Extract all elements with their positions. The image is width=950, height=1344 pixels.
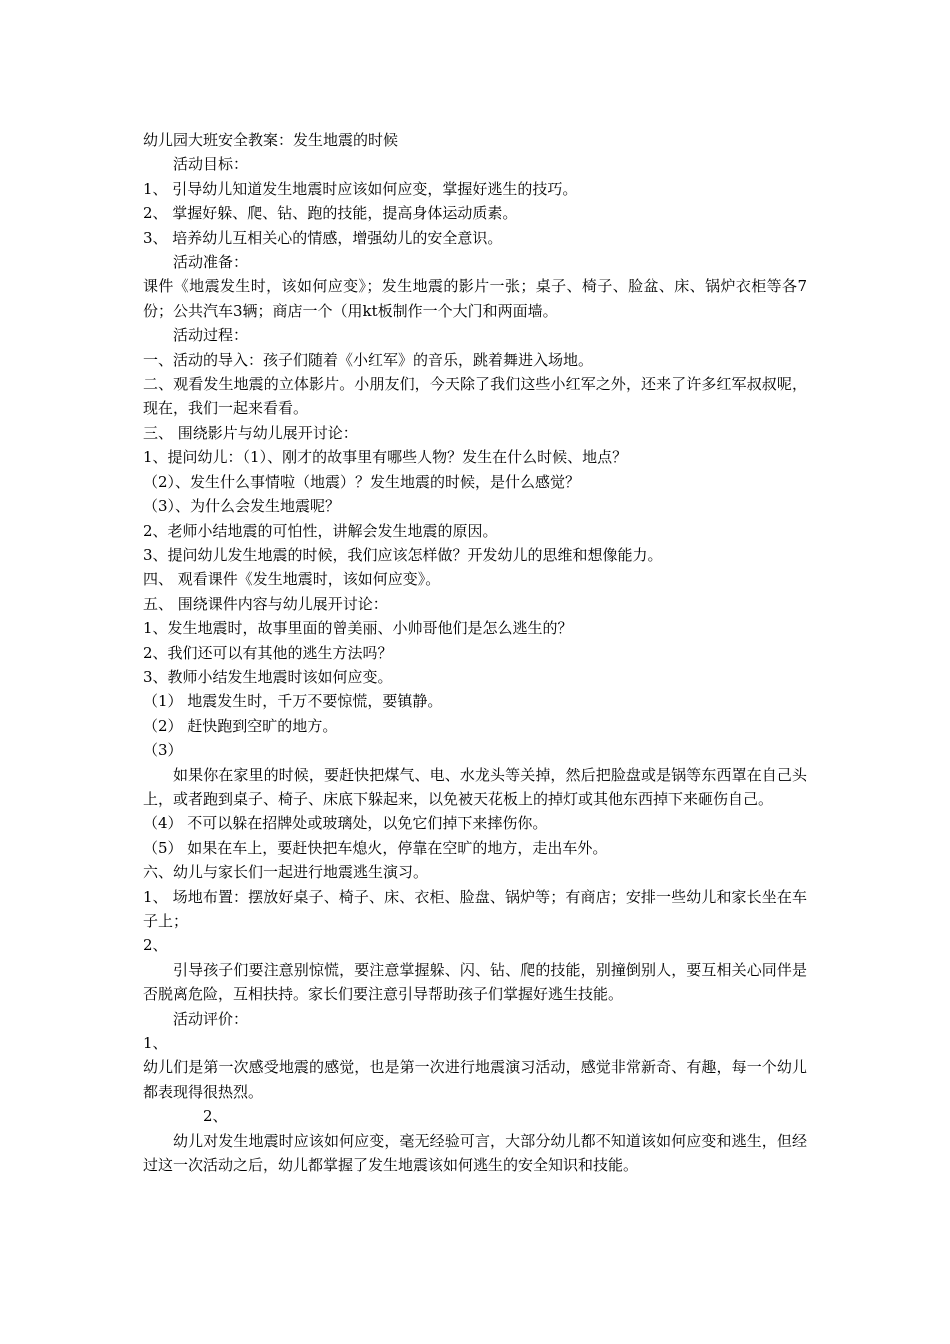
eval-heading: 活动评价： [173, 1009, 249, 1028]
eval-2-number: 2、 [203, 1107, 228, 1126]
step6-item-2-number: 2、 [143, 936, 168, 955]
document-body [143, 128, 807, 1177]
document-title: 幼儿园大班安全教案：发生地震的时候 [143, 131, 399, 149]
step5-item: （3） [143, 741, 183, 760]
step5-item: （2） 赶快跑到空旷的地方。 [143, 716, 338, 735]
prep-heading: 活动准备： [173, 253, 249, 272]
eval-2-paragraph: 幼儿对发生地震时应该如何应变，毫无经验可言，大部分幼儿都不知道该如何应变和逃生，但经过这一次活动之后，幼儿都掌握了发生地震该如何逃生的安全知识和技能。 [143, 1131, 807, 1175]
step5-item: 1、发生地震时，故事里面的曾美丽、小帅哥他们是怎么逃生的？ [143, 619, 573, 638]
step3-item: 3、提问幼儿发生地震的时候，我们应该怎样做？开发幼儿的思维和想像能力。 [143, 545, 663, 564]
step5-item: 3、教师小结发生地震时该如何应变。 [143, 667, 393, 686]
process-step-5-heading: 五、 围绕课件内容与幼儿展开讨论： [143, 594, 388, 613]
eval-1-number: 1、 [143, 1034, 168, 1053]
eval-1-paragraph: 幼儿们是第一次感受地震的感觉，也是第一次进行地震演习活动，感觉非常新奇、有趣，每一个幼儿都表现得很热烈。 [143, 1058, 807, 1101]
goal-item: 3、 培养幼儿互相关心的情感，增强幼儿的安全意识。 [143, 228, 503, 247]
process-step-6-heading: 六、幼儿与家长们一起进行地震逃生演习。 [143, 863, 429, 882]
step6-item-2-paragraph: 引导孩子们要注意别惊慌，要注意掌握躲、闪、钻、爬的技能，别撞倒别人，要互相关心同伴是否脱离危险，互相扶持。家长们要注意引导帮助孩子们掌握好逃生技能。 [143, 960, 807, 1004]
step5-item: （5） 如果在车上，要赶快把车熄火，停靠在空旷的地方，走出车外。 [143, 838, 608, 857]
goal-item: 1、 引导幼儿知道发生地震时应该如何应变，掌握好逃生的技巧。 [143, 179, 578, 198]
step5-item: （1） 地震发生时，千万不要惊慌，要镇静。 [143, 692, 443, 711]
process-step-4: 四、 观看课件《发生地震时，该如何应变》。 [143, 570, 441, 589]
process-step-2: 二、观看发生地震的立体影片。小朋友们，今天除了我们这些小红军之外，还来了许多红军叔叔呢，现在，我们一起来看看。 [143, 375, 807, 418]
step3-item: （2）、发生什么事情啦（地震）？发生地震的时候，是什么感觉？ [143, 472, 581, 491]
step3-item: 1、提问幼儿：（1）、刚才的故事里有哪些人物？发生在什么时候、地点？ [143, 448, 628, 467]
process-step-1: 一、活动的导入：孩子们随着《小红军》的音乐，跳着舞进入场地。 [143, 350, 594, 369]
step6-item-1: 1、 场地布置：摆放好桌子、椅子、床、衣柜、脸盘、锅炉等；有商店；安排一些幼儿和家长坐在车子上； [143, 887, 807, 930]
step5-paragraph: 如果你在家里的时候，要赶快把煤气、电、水龙头等关掉，然后把脸盘或是锅等东西罩在自己头上，或者跑到桌子、椅子、床底下躲起来，以免被天花板上的掉灯或其他东西掉下来砸伤自己。 [143, 765, 807, 808]
step3-item: 2、老师小结地震的可怕性，讲解会发生地震的原因。 [143, 521, 498, 540]
step5-item: （4） 不可以躲在招牌处或玻璃处，以免它们掉下来摔伤你。 [143, 814, 548, 833]
step3-item: （3）、为什么会发生地震呢？ [143, 497, 341, 516]
process-step-3-heading: 三、 围绕影片与幼儿展开讨论： [143, 423, 358, 442]
prep-text: 课件《地震发生时，该如何应变》；发生地震的影片一张；桌子、椅子、脸盆、床、锅炉衣柜等各7份；公共汽车3辆；商店一个（用kt板制作一个大门和两面墙。 [143, 277, 807, 320]
step5-item: 2、我们还可以有其他的逃生方法吗？ [143, 643, 393, 662]
goal-item: 2、 掌握好躲、爬、钻、跑的技能，提高身体运动质素。 [143, 204, 518, 223]
goals-heading: 活动目标： [173, 155, 249, 174]
process-heading: 活动过程： [173, 326, 249, 345]
